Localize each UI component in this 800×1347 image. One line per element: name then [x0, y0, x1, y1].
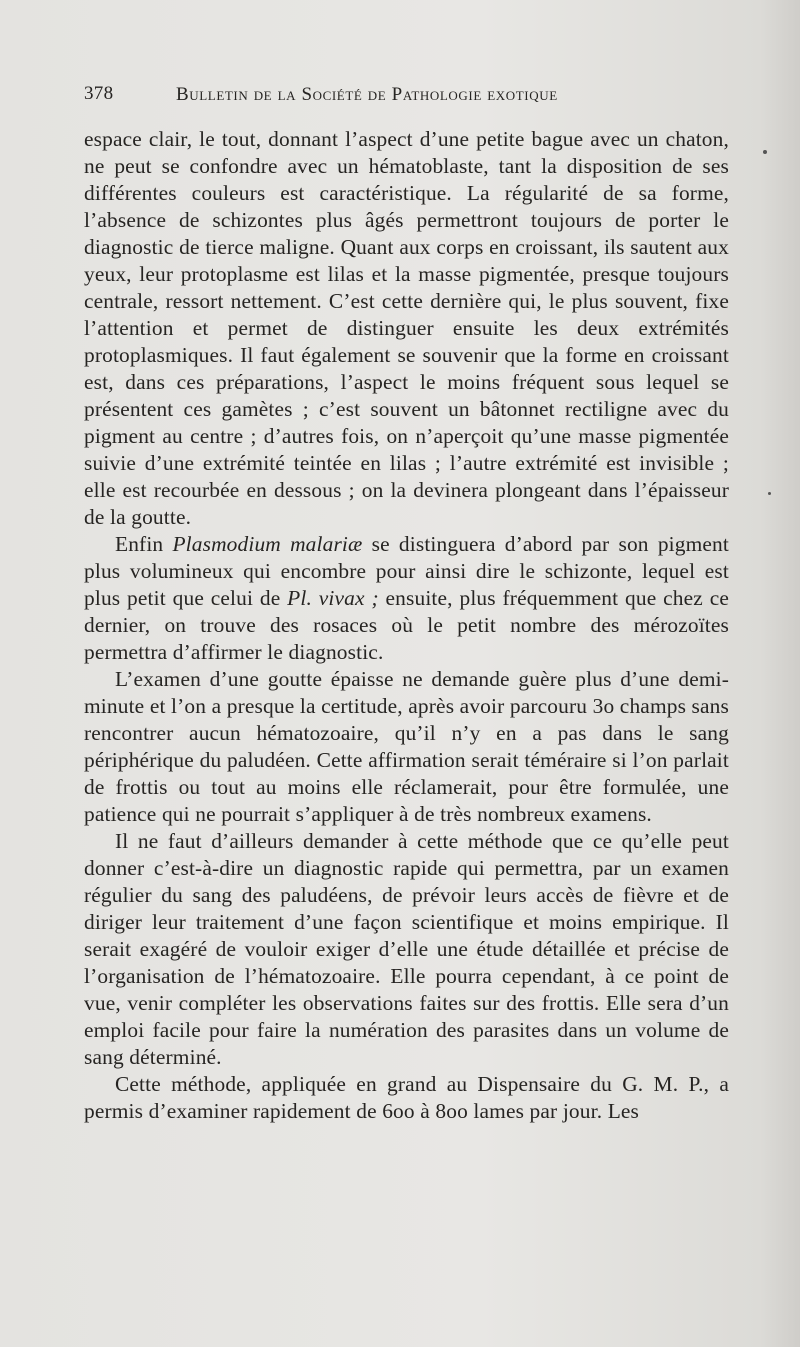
- paragraph: [84, 126, 729, 531]
- italic-text: Plasmodium malariæ: [172, 532, 363, 556]
- text-run: Cette méthode, appliquée en grand au Dispensaire du G. M. P., a permis d’examiner rapidement de 6oo à 8oo lames par jour. Les: [84, 1072, 729, 1123]
- body-text: [84, 126, 729, 1125]
- paragraph: [84, 828, 729, 1071]
- running-head: Bulletin de la Société de Pathologie exotique: [176, 84, 558, 105]
- paragraph: [84, 531, 729, 666]
- text-run: se distinguera d’abord par son pigment plus volumineux qui encombre pour ainsi dire le schizonte, lequel est plus petit que celui de: [84, 532, 729, 610]
- paragraph: [84, 1071, 729, 1125]
- text-run: espace clair, le tout, donnant l’aspect d’une petite bague avec un chaton, ne peut se confondre avec un hématoblaste, tant la disposition de ses différentes couleurs est caractéristique. La régularité de sa forme, l’absence de schizontes plus âgés permettront toujours de porter le diagnostic de tierce maligne. Quant aux corps en croissant, ils sautent aux yeux, leur protoplasme est lilas et la masse pigmentée, presque toujours centrale, ressort nettement. C’est cette dernière qui, le plus souvent, fixe l’attention et permet de distinguer ensuite les deux extrémités protoplasmiques. Il faut également se souvenir que la forme en croissant est, dans ces préparations, l’aspect le moins fréquent sous lequel se présentent ces gamètes ; c’est souvent un bâtonnet rectiligne avec du pigment au centre ; d’autres fois, on n’aperçoit qu’une masse pigmentée suivie d’une extrémité teintée en lilas ; l’autre extrémité est invisible ; elle est recourbée en dessous ; on la devinera plongeant dans l’épaisseur de la goutte.: [84, 127, 729, 529]
- italic-text: Pl. vivax ;: [287, 586, 379, 610]
- page-header: [84, 83, 736, 113]
- page-number: 378: [84, 83, 114, 104]
- paragraph: [84, 666, 729, 828]
- margin-speck: [768, 492, 771, 495]
- text-run: Enfin: [115, 532, 173, 556]
- margin-speck: [763, 150, 767, 154]
- text-run: Il ne faut d’ailleurs demander à cette méthode que ce qu’elle peut donner c’est-à-dire un diagnostic rapide qui permettra, par un examen régulier du sang des paludéens, de prévoir leurs accès de fièvre et de diriger leur traitement d’une façon scientifique et moins empirique. Il serait exagéré de vouloir exiger d’elle une étude détaillée et précise de l’organisation de l’hématozoaire. Elle pourra cependant, à ce point de vue, venir compléter les observations faites sur des frottis. Elle sera d’un emploi facile pour faire la numération des parasites dans un volume de sang déterminé.: [84, 829, 729, 1069]
- text-run: L’examen d’une goutte épaisse ne demande guère plus d’une demi-minute et l’on a presque la certitude, après avoir parcouru 3o champs sans rencontrer aucun hématozoaire, qu’il n’y en a pas dans le sang périphérique du paludéen. Cette affirmation serait téméraire si l’on parlait de frottis ou tout au moins elle réclamerait, pour être formulée, une patience qui ne pourrait s’appliquer à de très nombreux examens.: [84, 667, 729, 826]
- text-run: ensuite, plus fréquemment que chez ce dernier, on trouve des rosaces où le petit nombre des mérozoïtes permettra d’affirmer le diagnostic.: [84, 586, 730, 664]
